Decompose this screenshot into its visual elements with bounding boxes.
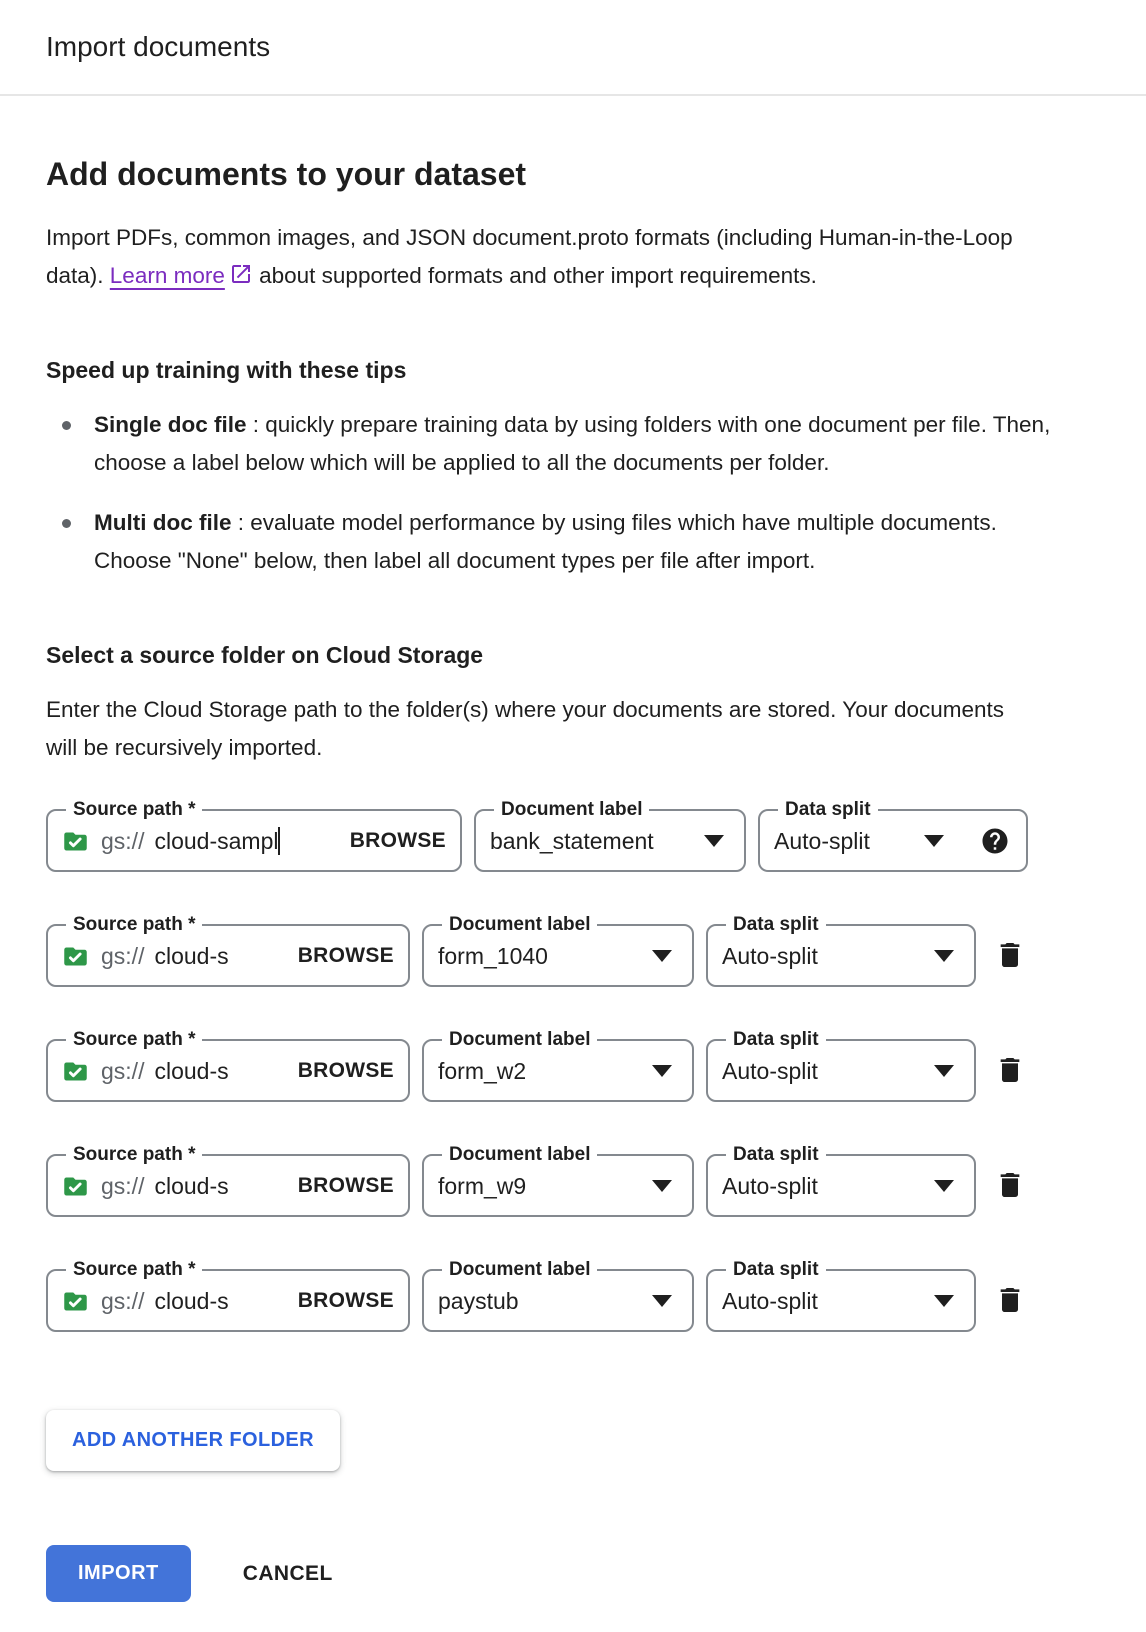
dropdown-arrow-icon — [924, 835, 944, 847]
source-path-label: Source path * — [73, 799, 196, 820]
help-icon[interactable] — [980, 826, 1010, 856]
gs-prefix: gs:// — [101, 827, 145, 854]
tip-item-multi-doc — [46, 504, 1051, 580]
document-label-select[interactable] — [422, 1029, 694, 1102]
dropdown-arrow-icon — [934, 950, 954, 962]
source-path-input[interactable]: cloud-s — [154, 942, 229, 969]
source-section-heading: Select a source folder on Cloud Storage — [46, 642, 484, 668]
source-path-input[interactable]: cloud-sampl — [154, 827, 279, 854]
document-label-select[interactable] — [422, 914, 694, 987]
document-label-value: form_w9 — [438, 1172, 527, 1199]
data-split-select[interactable] — [706, 1259, 976, 1332]
dropdown-arrow-icon — [652, 1180, 672, 1192]
dropdown-arrow-icon — [934, 1065, 954, 1077]
source-section-description: Enter the Cloud Storage path to the folder(s) where your documents are stored. Your documents will be recursively imported. — [46, 697, 1005, 760]
import-button[interactable]: IMPORT — [46, 1545, 191, 1602]
document-label-value: paystub — [438, 1287, 519, 1314]
source-path-input[interactable]: cloud-s — [154, 1172, 229, 1199]
source-row-5 — [46, 1259, 1100, 1332]
document-label-select[interactable] — [422, 1144, 694, 1217]
text-cursor — [278, 827, 280, 855]
source-path-label: Source path * — [73, 914, 196, 935]
import-form — [0, 156, 1146, 1602]
bullet-dot-icon — [62, 519, 71, 528]
data-split-select[interactable] — [706, 914, 976, 987]
document-label-label: Document label — [449, 914, 591, 935]
delete-row-button[interactable] — [994, 1054, 1026, 1086]
delete-row-button[interactable] — [994, 1169, 1026, 1201]
document-label-select[interactable] — [422, 1259, 694, 1332]
intro-text-before: Import PDFs, common images, and JSON document.proto formats (including Human-in-the-Loop data). — [46, 225, 1013, 288]
intro-paragraph — [46, 219, 1031, 295]
dropdown-arrow-icon — [934, 1295, 954, 1307]
data-split-label: Data split — [733, 1029, 819, 1050]
data-split-label: Data split — [733, 914, 819, 935]
delete-row-button[interactable] — [994, 939, 1026, 971]
document-label-label: Document label — [501, 799, 643, 820]
tips-heading: Speed up training with these tips — [46, 357, 407, 383]
tip-item-single-doc — [46, 406, 1051, 482]
browse-button[interactable]: BROWSE — [297, 1059, 394, 1082]
data-split-value: Auto-split — [722, 1172, 818, 1199]
folder-check-icon — [62, 828, 89, 855]
source-path-field[interactable] — [46, 914, 410, 987]
delete-row-button[interactable] — [994, 1284, 1026, 1316]
intro-text-after: about supported formats and other import requirements. — [252, 263, 817, 288]
source-path-label: Source path * — [73, 1029, 196, 1050]
data-split-value: Auto-split — [722, 1057, 818, 1084]
open-in-new-icon — [225, 263, 253, 288]
source-rows — [46, 799, 1100, 1332]
document-label-value: form_1040 — [438, 942, 548, 969]
gs-prefix: gs:// — [101, 1287, 145, 1314]
data-split-value: Auto-split — [774, 827, 870, 854]
learn-more-label: Learn more — [109, 263, 225, 288]
folder-check-icon — [62, 1058, 89, 1085]
source-path-field[interactable] — [46, 1029, 410, 1102]
dropdown-arrow-icon — [704, 835, 724, 847]
browse-button[interactable]: BROWSE — [297, 944, 394, 967]
folder-check-icon — [62, 1288, 89, 1315]
document-label-select[interactable] — [474, 799, 746, 872]
learn-more-link[interactable] — [110, 263, 225, 288]
data-split-label: Data split — [785, 799, 871, 820]
source-path-input[interactable]: cloud-s — [154, 1287, 229, 1314]
data-split-label: Data split — [733, 1259, 819, 1280]
source-path-field[interactable] — [46, 1259, 410, 1332]
gs-prefix: gs:// — [101, 1172, 145, 1199]
gs-prefix: gs:// — [101, 942, 145, 969]
source-path-input[interactable]: cloud-s — [154, 1057, 229, 1084]
document-label-value: bank_statement — [490, 827, 654, 854]
source-row-3 — [46, 1029, 1100, 1102]
dropdown-arrow-icon — [652, 1295, 672, 1307]
browse-button[interactable]: BROWSE — [297, 1289, 394, 1312]
source-path-field[interactable] — [46, 799, 462, 872]
tip-text: : quickly prepare training data by using folders with one document per file. Then, choose a label below which will be applied to all the documents per folder. — [94, 412, 1051, 475]
dialog-title: Import documents — [46, 31, 271, 62]
tips-list — [46, 406, 1051, 580]
cancel-button[interactable]: CANCEL — [237, 1561, 339, 1587]
data-split-value: Auto-split — [722, 1287, 818, 1314]
source-row-1 — [46, 799, 1100, 872]
document-label-label: Document label — [449, 1029, 591, 1050]
dialog-header — [0, 0, 1146, 96]
add-another-folder-button[interactable]: ADD ANOTHER FOLDER — [46, 1410, 340, 1471]
data-split-select[interactable] — [706, 1029, 976, 1102]
data-split-label: Data split — [733, 1144, 819, 1165]
data-split-select[interactable] — [706, 1144, 976, 1217]
source-path-label: Source path * — [73, 1259, 196, 1280]
document-label-label: Document label — [449, 1259, 591, 1280]
data-split-select[interactable] — [758, 799, 1028, 872]
source-row-2 — [46, 914, 1100, 987]
dialog-actions — [46, 1545, 1100, 1602]
document-label-value: form_w2 — [438, 1057, 527, 1084]
dropdown-arrow-icon — [652, 1065, 672, 1077]
source-row-4 — [46, 1144, 1100, 1217]
tip-bold-label: Single doc file — [94, 412, 247, 437]
bullet-dot-icon — [62, 421, 71, 430]
source-path-field[interactable] — [46, 1144, 410, 1217]
dropdown-arrow-icon — [652, 950, 672, 962]
gs-prefix: gs:// — [101, 1057, 145, 1084]
tip-text: : evaluate model performance by using files which have multiple documents. Choose "None" below, then label all document types per file after import. — [94, 510, 997, 573]
dropdown-arrow-icon — [934, 1180, 954, 1192]
page-title: Add documents to your dataset — [46, 156, 527, 192]
data-split-value: Auto-split — [722, 942, 818, 969]
browse-button[interactable]: BROWSE — [349, 829, 446, 852]
tip-bold-label: Multi doc file — [94, 510, 232, 535]
source-path-label: Source path * — [73, 1144, 196, 1165]
browse-button[interactable]: BROWSE — [297, 1174, 394, 1197]
folder-check-icon — [62, 1173, 89, 1200]
document-label-label: Document label — [449, 1144, 591, 1165]
folder-check-icon — [62, 943, 89, 970]
